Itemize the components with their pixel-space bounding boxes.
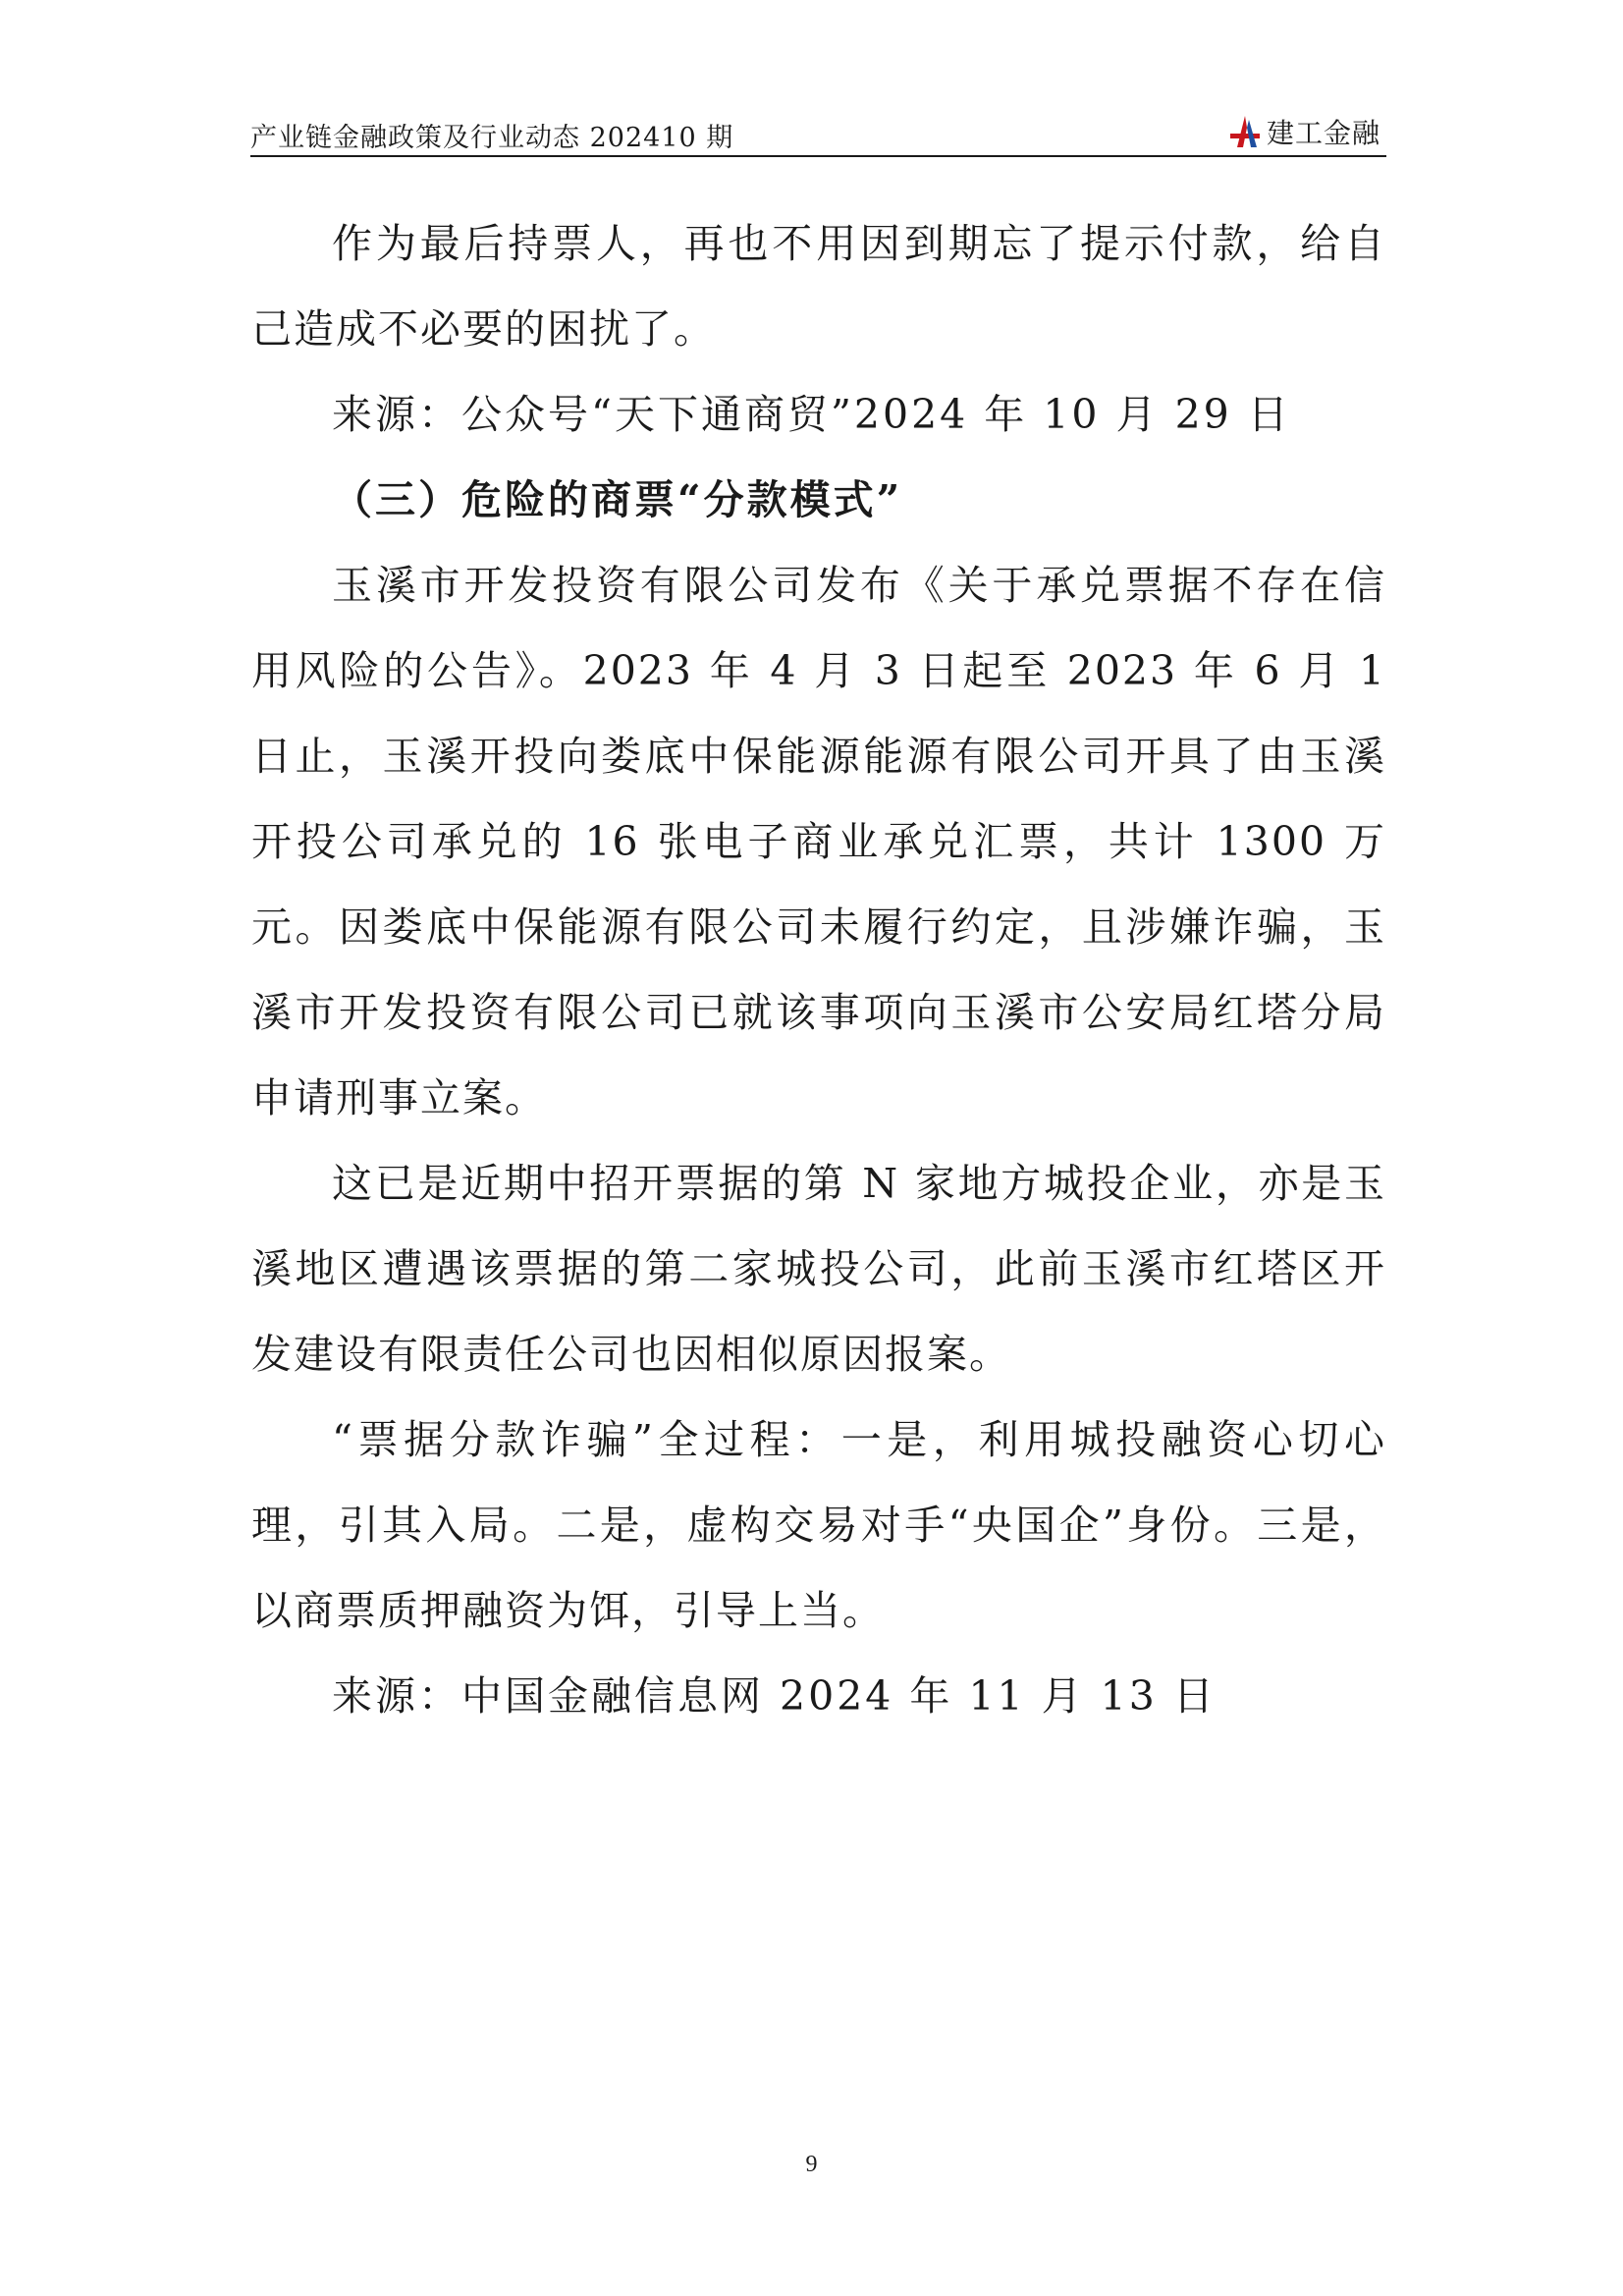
header-title: 产业链金融政策及行业动态 202410 期 xyxy=(250,123,734,153)
page-number: 9 xyxy=(805,2152,818,2177)
paragraph-fraud-process: “票据分款诈骗”全过程：一是，利用城投融资心切心理，引其入局。二是，虚构交易对手“央国企”身份。三是，以商票质押融资为饵，引导上当。 xyxy=(251,1416,1386,1634)
article-body xyxy=(251,201,1386,1739)
brand-name: 建工金融 xyxy=(1266,117,1380,149)
paragraph-intro: 作为最后持票人，再也不用因到期忘了提示付款，给自己造成不必要的困扰了。 xyxy=(251,220,1386,353)
paragraph-context: 这已是近期中招开票据的第 N 家地方城投企业，亦是玉溪地区遭遇该票据的第二家城投公司，此前玉溪市红塔区开发建设有限责任公司也因相似原因报案。 xyxy=(251,1160,1386,1378)
header-divider xyxy=(250,155,1386,157)
section-heading: （三）危险的商票“分款模式” xyxy=(332,476,903,523)
page-header xyxy=(250,110,1386,157)
source-citation-2: 来源：中国金融信息网 2024 年 11 月 13 日 xyxy=(332,1672,1217,1720)
paragraph-announcement: 玉溪市开发投资有限公司发布《关于承兑票据不存在信用风险的公告》。2023 年 4 月 3 日起至 2023 年 6 月 1 日止，玉溪开投向娄底中保能源能源有限公司开具了由玉溪开投公司承兑的 16 张电子商业承兑汇票，共计 1300 万元。因娄底中保能源有限公司未履行约定，且涉嫌诈骗，玉溪市开发投资有限公司已就该事项向玉溪市公安局红塔分局申请刑事立案。 xyxy=(251,562,1386,1121)
building-logo-icon xyxy=(1227,114,1263,149)
source-citation-1: 来源：公众号“天下通商贸”2024 年 10 月 29 日 xyxy=(332,391,1291,438)
header-brand xyxy=(1227,112,1380,151)
